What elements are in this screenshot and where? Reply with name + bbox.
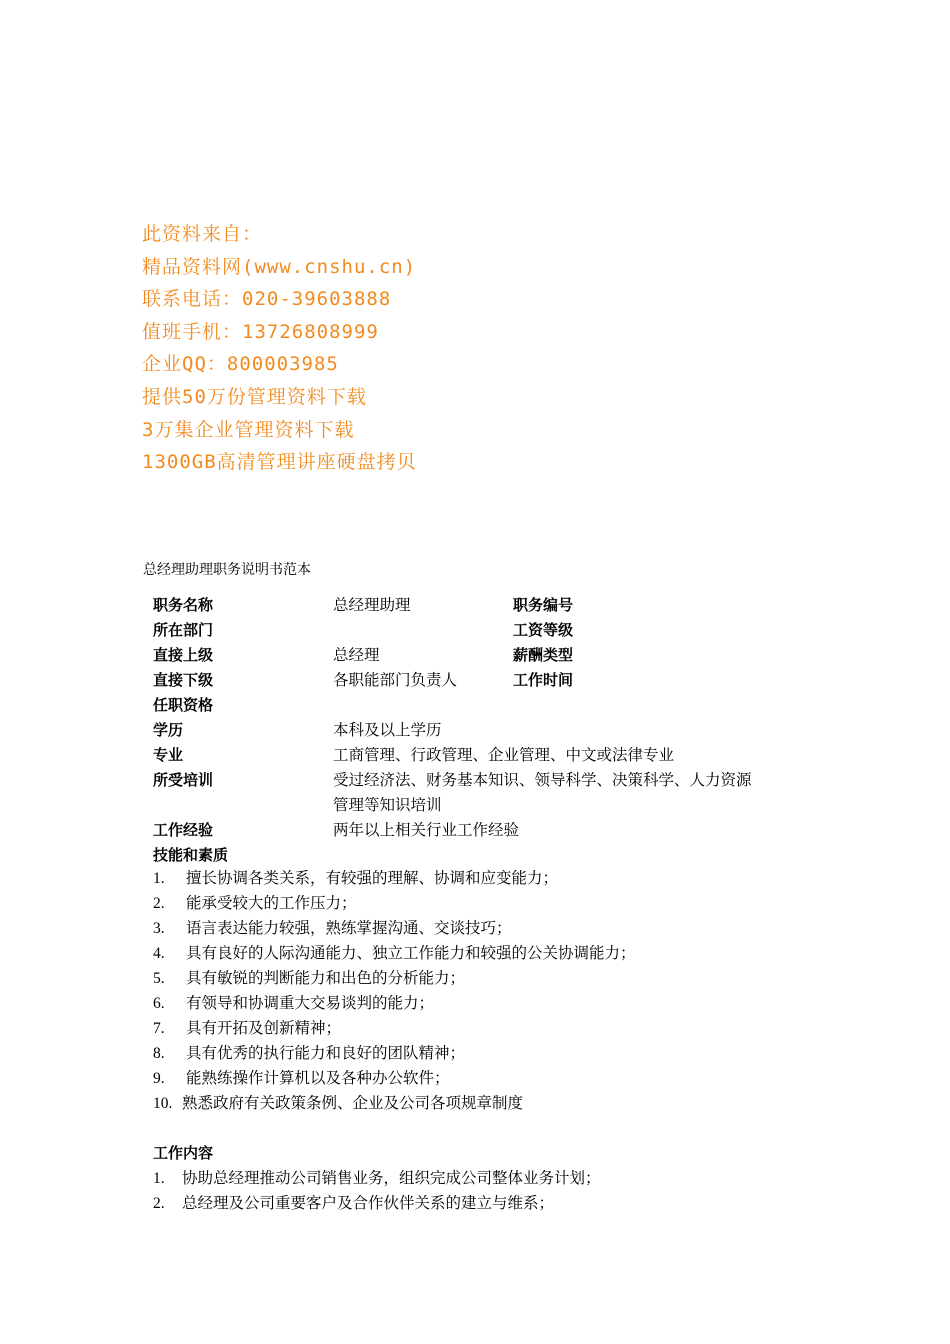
item-number: 2. [153, 1195, 165, 1212]
item-text: 能熟练操作计算机以及各种办公软件； [186, 1070, 450, 1087]
section-heading-work: 工作内容 [153, 1144, 214, 1162]
item-number: 10. [153, 1095, 173, 1112]
promo-line: 3万集企业管理资料下载 [142, 418, 355, 441]
row-label-secondary: 工作时间 [513, 671, 574, 689]
item-number: 4. [153, 945, 165, 962]
row-label: 工作经验 [153, 821, 214, 839]
row-label: 专业 [153, 746, 184, 764]
promo-line: 企业QQ：800003985 [142, 353, 339, 376]
document-title: 总经理助理职务说明书范本 [143, 562, 311, 578]
row-label: 职务名称 [153, 596, 214, 614]
item-text: 具有良好的人际沟通能力、独立工作能力和较强的公关协调能力； [186, 945, 636, 962]
item-text: 语言表达能力较强，熟练掌握沟通、交谈技巧； [186, 920, 512, 937]
promo-line: 精品资料网(www.cnshu.cn) [142, 255, 417, 278]
item-text: 擅长协调各类关系，有较强的理解、协调和应变能力； [186, 870, 559, 887]
row-label: 任职资格 [153, 696, 214, 714]
row-value: 受过经济法、财务基本知识、领导科学、决策科学、人力资源 [333, 772, 752, 789]
promo-block [142, 218, 417, 479]
row-label: 技能和素质 [153, 846, 229, 864]
item-number: 9. [153, 1070, 165, 1087]
item-text: 总经理及公司重要客户及合作伙伴关系的建立与维系； [182, 1195, 555, 1212]
promo-line: 1300GB高清管理讲座硬盘拷贝 [142, 451, 417, 474]
row-value: 两年以上相关行业工作经验 [333, 822, 520, 839]
row-value: 管理等知识培训 [333, 797, 442, 814]
promo-line: 此资料来自： [142, 223, 263, 245]
row-label-secondary: 职务编号 [513, 596, 574, 614]
row-label: 所在部门 [153, 621, 214, 639]
item-number: 2. [153, 895, 165, 912]
item-text: 协助总经理推动公司销售业务，组织完成公司整体业务计划； [182, 1170, 601, 1187]
item-number: 3. [153, 920, 165, 937]
row-label: 直接上级 [153, 646, 214, 664]
item-number: 5. [153, 970, 165, 987]
row-value: 工商管理、行政管理、企业管理、中文或法律专业 [333, 747, 675, 764]
item-text: 具有敏锐的判断能力和出色的分析能力； [186, 970, 466, 987]
item-text: 有领导和协调重大交易谈判的能力； [186, 995, 435, 1012]
item-text: 熟悉政府有关政策条例、企业及公司各项规章制度 [182, 1095, 524, 1112]
item-text: 具有优秀的执行能力和良好的团队精神； [186, 1045, 466, 1062]
item-number: 6. [153, 995, 165, 1012]
row-value: 本科及以上学历 [333, 722, 442, 739]
promo-line: 提供50万份管理资料下载 [142, 385, 367, 408]
item-number: 8. [153, 1045, 165, 1062]
promo-line: 值班手机：13726808999 [142, 320, 379, 343]
row-label: 直接下级 [153, 671, 214, 689]
item-number: 1. [153, 1170, 165, 1187]
row-label: 学历 [153, 721, 184, 739]
row-label-secondary: 薪酬类型 [513, 646, 574, 664]
row-value: 总经理 [333, 647, 380, 664]
item-text: 具有开拓及创新精神； [186, 1020, 342, 1037]
row-label-secondary: 工资等级 [513, 621, 574, 639]
promo-line: 联系电话：020-39603888 [142, 288, 392, 311]
row-value: 总经理助理 [333, 597, 411, 614]
row-value: 各职能部门负责人 [333, 672, 458, 689]
item-number: 1. [153, 870, 165, 887]
item-text: 能承受较大的工作压力； [186, 895, 357, 912]
row-label: 所受培训 [153, 771, 214, 789]
item-number: 7. [153, 1020, 165, 1037]
